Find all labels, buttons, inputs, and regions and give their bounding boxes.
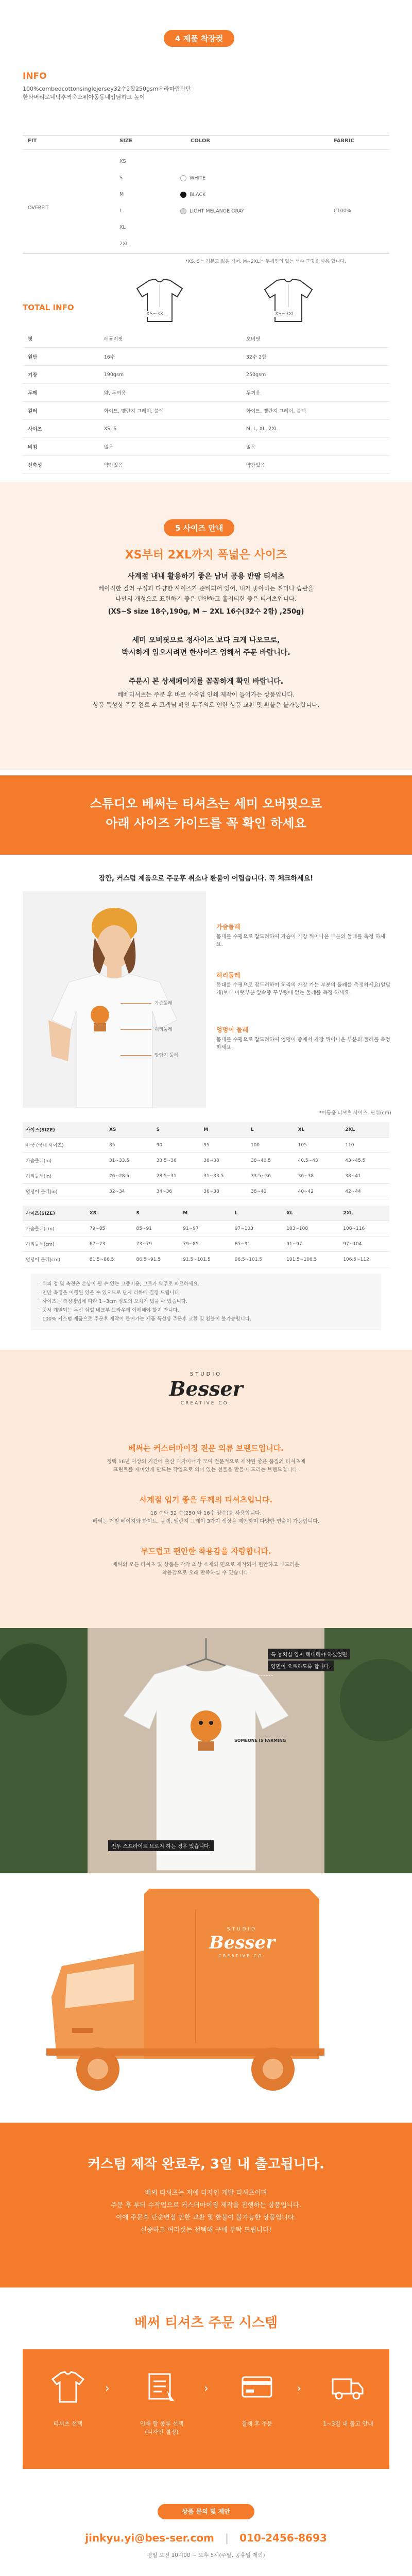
spec-value-over: 32수 2합 [246, 348, 389, 366]
spec-value-over: 250gsm [246, 366, 389, 384]
order-steps [23, 2349, 389, 2469]
spec-label: 원단 [23, 348, 104, 366]
waist-guide-label: 허리둘레 [154, 1027, 173, 1032]
measure-desc-waist: 몸대를 수평으로 잡드려하여 허리의 가장 가는 부분의 둘레를 측정하세요(알맞게)보다 아랫부분 앞쪽중 꾸부렸때 없는 둘레를 측정 하세요. [216, 982, 391, 996]
measure-item-chest [216, 922, 391, 948]
chest-guide-label: 가슴둘레 [154, 1001, 173, 1006]
size-row-label: 엉덩이 둘레(cm) [23, 1252, 87, 1267]
custom-warning: 잠깐, 커스텀 제품으로 주문후 취소나 환불이 어렵습니다. 꼭 체크하세요! [98, 875, 314, 883]
color-white-row [180, 175, 205, 181]
fit-value: OVERFIT [28, 205, 49, 211]
spec-value-regular: 얇, 두꺼움 [104, 384, 246, 402]
measure-title-chest: 가슴둘레 [216, 923, 241, 930]
info-desc-2: 한타버리로네탁후짝축소위아동동네입님하고 높이 [23, 94, 145, 100]
spec-value-regular: 없음 [104, 438, 246, 456]
color-white-label: WHITE [190, 175, 206, 181]
size-2xl: 2XL [119, 241, 129, 247]
contact-email[interactable]: jinkyu.yi@bes-ser.com [85, 2532, 214, 2544]
arrow-right-icon-3: › [297, 2382, 301, 2395]
shipping-line-4: 신중하고 여러섯는 선택해 구매 부탁 드립니다! [140, 2226, 272, 2233]
spec-row [23, 420, 389, 438]
size-cell: 33.5~36 [248, 1168, 295, 1184]
spec-row [23, 402, 389, 420]
spec-row [23, 330, 389, 348]
size-note: · 100% 커스텀 제품으로 주문후 재작이 들어가는 제품 특성상 주문후 교환 및 환불이 불가능합니다. [39, 1316, 252, 1322]
size-table-cm [23, 1206, 389, 1267]
shirt-size-label-2: XS~3XL [275, 311, 295, 317]
size-table-row [23, 1138, 389, 1153]
size-p3-l3: 상품 특성상 주문 완료 후 고객님 확인 부주의로 인한 상품 교환 및 환불은 불가능합니다. [93, 701, 319, 708]
callout-top [268, 1649, 381, 1671]
size-cell: 38~41 [342, 1168, 389, 1184]
size-cell: 97~104 [340, 1236, 389, 1252]
callout-top-line [242, 1675, 273, 1676]
size-row-label: 허리둘레(cm) [23, 1236, 87, 1252]
size-header-cell: S [153, 1122, 201, 1138]
size-header-cell: XS [106, 1122, 153, 1138]
delivery-truck-icon [331, 2370, 366, 2405]
shirt-print-text: SOMEONE IS FARMING [234, 1738, 286, 1743]
size-note: · 중시 계열되는 무선 심혈 네크부 브라우에 이해해야 할지 만니다. [39, 1308, 179, 1313]
size-cell: 31~33.5 [106, 1153, 153, 1168]
size-cell: 96.5~101.5 [232, 1252, 283, 1267]
size-cell: 38~40.5 [248, 1153, 295, 1168]
size-cell: 95 [200, 1138, 248, 1153]
size-header-cell: 사이즈(SIZE) [23, 1206, 87, 1221]
size-header-cell: 사이즈(SIZE) [23, 1122, 106, 1138]
spec-label: 비침 [23, 438, 104, 456]
size-cell: 79~85 [87, 1221, 133, 1236]
brand-h3: 부드럽고 편안한 착용감을 자랑합니다. [141, 1547, 271, 1556]
shipping-line-1: 베써 티셔츠는 저에 디자인 개발 티셔츠이며 [145, 2189, 267, 2196]
size-p2-l2: 박시하게 입으시려면 한사이즈 업해서 주문 바랍니다. [122, 649, 290, 657]
total-info-table [23, 330, 389, 474]
brand-p1-l2: 프린트를 재미있게 만드는 작업으로 의미 있는 선물을 만들어 드리는 브랜드입니다. [113, 1467, 299, 1473]
waist-guide-line [121, 1029, 151, 1030]
brand-p2-l1: 18 수와 32 수(250 와 16수 양수)를 사용합니다. [150, 1511, 262, 1516]
size-cell: 40~42 [295, 1184, 342, 1199]
size-cell: 28.5~31 [153, 1168, 201, 1184]
hdr-size: SIZE [119, 138, 133, 144]
info-desc-1: 100%combedcottonsinglejersey32수2합250gsm우라마람탄탄 [23, 86, 192, 92]
size-cell: 73~79 [133, 1236, 180, 1252]
size-table-row [23, 1153, 389, 1168]
size-cell: 43~45.5 [342, 1153, 389, 1168]
size-table-row [23, 1184, 389, 1199]
size-cell: 85 [106, 1138, 153, 1153]
delivery-truck-illustration [0, 1873, 412, 2123]
order-step-3-label: 결제 후 주문 [241, 2420, 273, 2427]
brand-p3-l1: 베써의 모든 티셔츠 및 상품은 각각 최상 소재의 면으로 제작되어 편안하고 부드러운 [112, 1562, 300, 1568]
brand-p2-l2: 베써는 거칠 베이지와 화이트, 블랙, 멜란지 그레이 3가지 색상을 제안하며 다양한 연출이 가능합니다. [92, 1519, 320, 1524]
size-cell: 103~108 [283, 1221, 340, 1236]
spec-value-regular: 190gsm [104, 366, 246, 384]
spec-row [23, 456, 389, 474]
size-table-row [23, 1221, 389, 1236]
size-header-cell: XL [295, 1122, 342, 1138]
hdr-fit: FIT [28, 138, 37, 144]
size-cell: 100 [248, 1138, 295, 1153]
size-cell: 85~91 [133, 1221, 180, 1236]
spec-label: 기장 [23, 366, 104, 384]
size-table-header [23, 1122, 389, 1138]
size-header-cell: L [232, 1206, 283, 1221]
measure-desc-hip: 몸대를 수평으로 잡드려하여 엉덩이 중에서 가장 튀어나온 부분의 둘레를 측정 하세요. [216, 1037, 390, 1050]
size-table-header [23, 1206, 389, 1221]
size-p3-l2: 베베티셔츠는 주문 후 바로 수작업 인쇄 제작이 들어가는 상품입니다. [117, 691, 295, 698]
size-p1-l3: 나만의 개성으로 표현하기 좋은 맨얀하고 훌러티한 좋은 티셔츠입니다. [115, 595, 297, 602]
logo-studio-text: STUDIO [190, 1371, 222, 1377]
section-5-badge: 5 사이즈 안내 [164, 519, 234, 536]
spec-value-over: 두꺼움 [246, 384, 389, 402]
spec-row [23, 384, 389, 402]
hdr-color: COLOR [191, 138, 211, 144]
contact-phone[interactable]: 010-2456-8693 [239, 2532, 327, 2544]
color-gray-row [180, 208, 244, 214]
brand-p3-l2: 착용감으로 오래 만족하실 수 있습니다. [162, 1570, 250, 1576]
callout-top-l1: 특 놓치실 양지 해대해야 하셨었면 [268, 1649, 350, 1659]
spec-value-over: 약간있음 [246, 456, 389, 474]
info-rule-bottom [23, 253, 389, 254]
size-cell: 36~38 [200, 1184, 248, 1199]
truck-logo [191, 1927, 294, 1958]
studio-besser-logo [154, 1371, 258, 1428]
hip-guide-line [121, 1055, 151, 1056]
chest-guide-line [121, 1003, 151, 1004]
size-cell: 36~38 [295, 1168, 342, 1184]
contact-hours: 평일 오전 10시00 ~ 오후 5시(주말, 공휴일 제외) [147, 2552, 265, 2558]
white-swatch [180, 175, 186, 181]
size-cell: 38~40 [248, 1184, 295, 1199]
size-cell: 26~28.5 [106, 1168, 153, 1184]
order-step-2-label: 인쇄 할 종류 선택 (디자인 결정) [140, 2420, 184, 2435]
shipping-line-3: 이에 주문후 단순변심 인한 교환 및 환불이 불가능한 상품입니다. [116, 2213, 296, 2221]
total-info-title: TOTAL INFO [23, 303, 74, 312]
spec-value-regular: 레귤러핏 [104, 330, 246, 348]
size-header-cell: S [133, 1206, 180, 1221]
shirt-size-label-1: XS~3XL [146, 311, 166, 317]
size-cell: 67~73 [87, 1236, 133, 1252]
size-cell: 86.5~91.5 [133, 1252, 180, 1267]
payment-card-icon [239, 2370, 274, 2405]
measure-title-hip: 엉덩이 둘레 [216, 1026, 249, 1033]
size-note: · 인만 측정은 이행된 있을 수 있으므로 단계 리하에 결정 드립니다. [39, 1290, 181, 1296]
spec-row [23, 438, 389, 456]
spec-value-regular: 화이트, 멜란지 그레이, 블랙 [104, 402, 246, 420]
measure-unit-note: *아동용 티셔츠 사이즈, 단위(cm) [319, 1110, 391, 1116]
size-headline: XS부터 2XL까지 폭넓은 사이즈 [125, 549, 287, 562]
size-cell: 81.5~86.5 [87, 1252, 133, 1267]
hdr-fabric: FABRIC [334, 138, 354, 144]
contact-pill: 상품 문의 및 제안 [158, 2504, 254, 2519]
info-note: *XS, S는 기본교 없은 제어, M~2XL는 두께면의 있는 색수 그렇을 사용 합니다. [185, 259, 346, 264]
contact-line [0, 2532, 412, 2544]
spec-value-regular: XS, S [104, 420, 246, 438]
tshirt-outline-icon-2 [264, 277, 313, 326]
size-header-cell: 2XL [342, 1122, 389, 1138]
banner-line-2: 아래 사이즈 가이드를 꼭 확인 하세요 [106, 816, 306, 831]
size-m: M [119, 192, 124, 197]
brand-h1: 베써는 커스터마이징 전문 의류 브랜드입니다. [128, 1444, 284, 1453]
size-note: · 위의 정 및 측정은 손상이 될 수 있는 고중비용, 고로가 약주로 파르하세요. [39, 1281, 200, 1287]
fabric-value: C100% [334, 208, 351, 214]
info-title: INFO [23, 71, 47, 81]
spec-label: 컬러 [23, 402, 104, 420]
order-step-4-label: 1~3일 내 출고 안내 [323, 2420, 373, 2427]
size-cell: 42~44 [342, 1184, 389, 1199]
color-black-row [180, 192, 205, 198]
measure-title-waist: 허리둘레 [216, 972, 241, 979]
order-system-title: 베써 티셔츠 주문 시스템 [134, 2315, 278, 2331]
size-cell: 33.5~36 [153, 1153, 201, 1168]
size-cell: 110 [342, 1138, 389, 1153]
spec-value-regular: 16수 [104, 348, 246, 366]
shipping-headline: 커스텀 제작 완료후, 3일 내 출고됩니다. [88, 2157, 324, 2172]
size-table-row [23, 1236, 389, 1252]
spec-row [23, 348, 389, 366]
size-cell: 91.5~101.5 [180, 1252, 231, 1267]
size-row-label: 가슴둘레(cm) [23, 1221, 87, 1236]
size-header-cell: M [200, 1122, 248, 1138]
measure-item-waist [216, 971, 391, 997]
size-cell: 36~38 [200, 1153, 248, 1168]
tshirt-icon [50, 2370, 85, 2405]
info-rule-mid [23, 149, 389, 150]
spec-value-over: 오버핏 [246, 330, 389, 348]
size-p1-l2: 베이직한 컬러 구성과 다양한 사이즈가 준비되어 있어, 내가 좋아하는 취미나 습관을 [98, 585, 314, 592]
size-notes-box [31, 1274, 381, 1330]
size-cell: 97~103 [232, 1221, 283, 1236]
truck-logo-besser: Besser [209, 1933, 276, 1953]
size-cell: 91~97 [283, 1236, 340, 1252]
size-xs: XS [119, 159, 126, 164]
size-row-label: 가슴둘레(in) [23, 1153, 106, 1168]
size-p1-lead: 사계절 내내 활용하기 좋은 남녀 공용 반팔 티셔츠 [127, 572, 285, 581]
size-cell: 40.5~43 [295, 1153, 342, 1168]
callout-bottom: 전두 스프라이트 브로지 하는 경우 있습니다. [108, 1840, 214, 1851]
spec-label: 두께 [23, 384, 104, 402]
spec-label: 신축성 [23, 456, 104, 474]
arrow-right-icon-2: › [204, 2382, 209, 2395]
size-header-cell: L [248, 1122, 295, 1138]
size-row-label: 한국 (국내 사이즈) [23, 1138, 106, 1153]
size-row-label: 허리둘레(in) [23, 1168, 106, 1184]
color-black-label: BLACK [190, 192, 206, 198]
size-cell: 91~97 [180, 1221, 231, 1236]
size-cell: 101.5~106.5 [283, 1252, 340, 1267]
order-step-1-label: 티셔츠 선택 [53, 2420, 83, 2427]
banner-line-1: 스튜디오 베써는 티셔츠는 세미 오버핏으로 [90, 796, 322, 811]
brand-h2: 사계절 입기 좋은 두께의 티셔츠입니다. [139, 1495, 273, 1504]
size-cell: 31~33.5 [200, 1168, 248, 1184]
section-4-badge: 4 제품 착장컷 [164, 30, 234, 47]
spec-value-over: 화이트, 멜란지 그레이, 블랙 [246, 402, 389, 420]
spec-value-over: 없음 [246, 438, 389, 456]
size-header-cell: XS [87, 1206, 133, 1221]
brand-p1-l1: 정택 16년 이상의 기간에 출산 디자이너가 모여 전문적으로 제작된 좋은 품질의 티셔츠에 [107, 1459, 305, 1465]
measure-desc-chest: 몸대를 수평으로 잡드려하여 가슴이 가장 튀어나온 부분의 둘레를 측정 하세요. [216, 934, 386, 947]
logo-creative-text: CREATIVE CO. [180, 1401, 232, 1406]
size-cell: 105 [295, 1138, 342, 1153]
size-note: · 사이즈는 측정방법에 따라 1~3cm 정도의 오차가 있을 수 있습니다. [39, 1299, 187, 1304]
color-gray-label: LIGHT MELANGE GRAY [190, 208, 245, 214]
truck-logo-studio: STUDIO [227, 1927, 258, 1932]
shipping-line-2: 주문 후 부터 수작업으로 커스터마이징 제작을 진행하는 상품입니다. [111, 2201, 301, 2209]
size-cell: 106.5~112 [340, 1252, 389, 1267]
size-cell: 34~36 [153, 1184, 201, 1199]
arrow-right-icon: › [105, 2382, 110, 2395]
size-cell: 32~34 [106, 1184, 153, 1199]
size-header-cell: 2XL [340, 1206, 389, 1221]
spec-value-over: M, L, XL, 2XL [246, 420, 389, 438]
size-l: L [119, 208, 123, 214]
size-row-label: 엉덩이 둘레(in) [23, 1184, 106, 1199]
spec-label: 사이즈 [23, 420, 104, 438]
size-cell: 108~116 [340, 1221, 389, 1236]
size-s: S [119, 175, 123, 181]
contact-separator: | [225, 2532, 229, 2544]
model-photo [23, 891, 206, 1108]
size-table-row [23, 1252, 389, 1267]
logo-besser-text: Besser [169, 1377, 243, 1400]
size-cell: 90 [153, 1138, 201, 1153]
hip-guide-label: 앙암지 둘레 [154, 1053, 179, 1058]
size-p2-l1: 세미 오버핏으로 정사이즈 보다 크게 나오므로, [132, 636, 280, 645]
size-table-inch [23, 1122, 389, 1199]
spec-label: 핏 [23, 330, 104, 348]
truck-logo-creative: CREATIVE CO. [218, 1954, 266, 1958]
black-swatch [180, 192, 186, 198]
spec-row [23, 366, 389, 384]
design-select-icon [144, 2370, 179, 2405]
size-xl: XL [119, 225, 126, 230]
size-p3-l1: 주문시 본 상세페이지를 꼼꼼하게 확인 바랍니다. [128, 677, 284, 686]
size-p1-l4: (XS~S size 18수,190g, M ~ 2XL 16수(32수 2합) ,250g) [108, 608, 304, 616]
callout-top-l2: 양면이 오르하도록 합니다. [268, 1660, 334, 1671]
spec-value-regular: 약간있음 [104, 456, 246, 474]
size-header-cell: XL [283, 1206, 340, 1221]
size-cell: 79~85 [180, 1236, 231, 1252]
gray-swatch [180, 208, 186, 214]
size-cell: 85~91 [232, 1236, 283, 1252]
size-table-row [23, 1168, 389, 1184]
size-header-cell: M [180, 1206, 231, 1221]
measure-item-hip [216, 1025, 391, 1052]
tshirt-outline-icon [135, 277, 184, 326]
